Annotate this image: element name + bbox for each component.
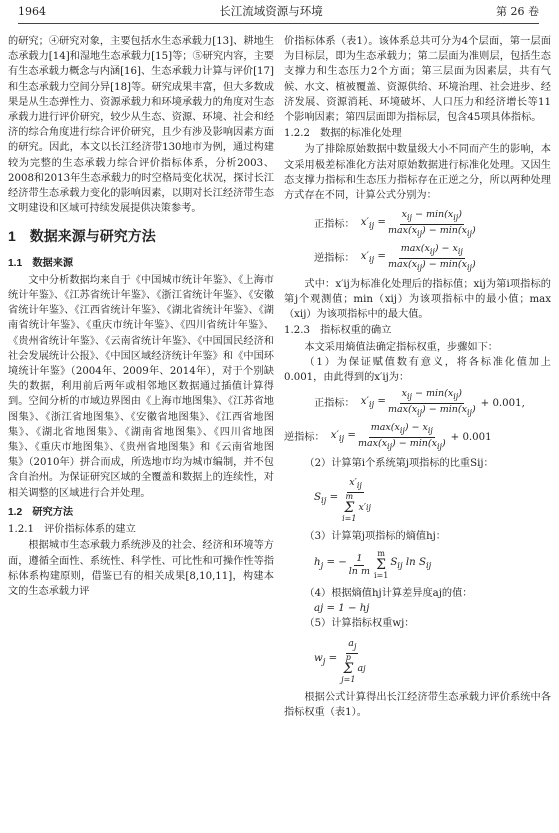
positive-index-equation: 正指标： $x'_{ij}$ = $\frac{x_{ij} - \min(x_{ij})}{\max(x_{ij}) - \min(x_{ij})}$ [314, 209, 476, 239]
step-1: （1）为保证赋值数有意义，将各标准化值加上0.001，由此得到的x′ij为： [284, 356, 551, 384]
step-3: （3）计算第j项指标的熵值hj： [304, 530, 446, 542]
subsubsection-standardization: 1.2.2 数据的标准化处理 [284, 128, 402, 140]
positive-label: 正指标： [314, 219, 355, 231]
index-system-paragraph: 价指标体系（表1）。该体系总共可分为4个层面，第一层面为目标层，即为生态承载力；第二层面为准则层，包括生态支撑力和生态压力2个方面；第三层面为因素层，共有气候、水文、植被覆盖、资源供给、环境治理、社会进步、经济发展、资源消耗、环境破坏、人口压力和经济增长等11个影响因素；第四层面即为指标层，包含45项具体指标。 [284, 36, 551, 124]
right-column [284, 34, 551, 720]
volume-label: 第 26 卷 [496, 5, 539, 18]
subsubsection-index-system: 1.2.1 评价指标体系的建立 [8, 524, 136, 536]
negative-index-equation: 逆指标： $x'_{ij}$ = $\frac{\max(x_{ij}) - x_{ij}}{\max(x_{ij}) - \min(x_{ij})}$ [314, 243, 476, 272]
subsection-method: 1.2 研究方法 [8, 506, 74, 518]
step-2: （2）计算第i个系统第j项指标的比重Sij： [304, 457, 494, 469]
negative-label: 逆指标： [314, 252, 355, 264]
journal-title: 长江流域资源与环境 [219, 6, 323, 18]
weight-equation: $w_j$ = $a_j$ p Σ j=1 a j [314, 637, 366, 684]
plus-constant-2: + 0.001 [450, 431, 492, 443]
negative-label-2: 逆指标： [284, 431, 325, 443]
shifted-positive-equation: 正指标： $x'_{ij}$ = $\frac{x_{ij} - \min(x_{ij})}{\max(x_{ij}) - \min(x_{ij})}$ + 0.001, [314, 388, 525, 417]
data-source-paragraph: 文中分析数据均来自于《中国城市统计年鉴》、《上海市统计年鉴》、《江苏省统计年鉴》、《浙江省统计年鉴》、《安徽省统计年鉴》、《江西省统计年鉴》、《湖北省统计年鉴》、《湖南省统计年鉴》、《重庆市统计年鉴》、《四川省统计年鉴》、《贵州省统计年鉴》、《云南省统计年鉴》、《中国国民经济和社会发展统计公报》、《中国区域经济统计年鉴》和《中国环境统计年鉴》（2004年、2009年、2014年），对于个别缺失的数据，利用前后两年或相邻地区数据通过插值计算得到。空间分析的市域边界图由《上海市地图集》、《江苏省地图集》、《浙江省地图集》、《安徽省地图集》、《江西省地图集》、《湖北省地图集》、《湖南省地图集》、《四川省地图集》、《重庆市地图集》、《贵州省地图集》和《云南省地图集》（2010年）拼合而成，所选地市均为城市编制，并不包含自治州。为保证研究区域的全覆盖和数据上的连续性，对相关调整的区域进行合并处理。 [8, 274, 274, 499]
method-paragraph: 根据城市生态承载力系统涉及的社会、经济和环境等方面，遵循全面性、系统性、科学性、可比性和可操作性等指标体系构建原则，借鉴已有的相关成果[8,10,11]，构建本文的生态承载力评 [8, 540, 274, 597]
proportion-equation: $S_{ij}$ = $x'_{ij}$ m Σ i=1 x′ ij [314, 476, 371, 523]
section-heading: 1 数据来源与研究方法 [8, 228, 156, 245]
page-header [18, 0, 539, 22]
variable-explanation: 式中：x′ij为标准化处理后的指标值；xij为第i项指标的第j个观测值；min（xij）为该项指标中的最小值；max（xij）为该项指标中的最大值。 [284, 278, 551, 321]
subsection-data-source: 1.1 数据来源 [8, 257, 74, 269]
standardization-paragraph: 为了排除原始数据中数量级大小不同而产生的影响，本文采用极差标准化方法对原始数据进行标准化处理。又因生态支撑力指标和生态压力指标存在正逆之分，所以两种处理方式存在不同，计算公式分别为： [284, 144, 551, 202]
header-rule [18, 23, 539, 24]
subsubsection-weight: 1.2.3 指标权重的确立 [284, 325, 392, 337]
final-paragraph: 根据公式计算得出长江经济带生态承载力评价系统中各指标权重（表1）。 [284, 691, 551, 718]
step-5: （5）计算指标权重wj： [304, 618, 415, 630]
left-column [8, 34, 274, 599]
intro-paragraph: 的研究；④研究对象，主要包括水生态承载力[13]、耕地生态承载力[14]和湿地生态承载力[15]等；⑤研究内容，主要有生态承载力概念与内涵[16]、生态承载力计算与评价[17]和生态承载力空间分异[18]等。研究成果丰富，但大多数成果是从生态弹性力、资源承载力和环境承载力的角度对生态承载力进行评价研究，较少从生态、资源、环境、社会和经济的综合角度进行综合评价研究，且少有涉及影响因素方面的研究。因此，本文以长江经济带130地市为例，通过构建较为完整的生态承载力综合评价指标体系，分析2003、2008和2013年生态承载力的时空格局变化状况，探讨长江经济带生态承载力变化的影响因素，以期对长江经济带生态文明建设和区域可持续发展提供决策参考。 [8, 36, 274, 215]
step-4: （4）根据熵值hj计算差异度aj的值： [304, 588, 473, 600]
positive-label-2: 正指标： [314, 398, 355, 409]
page-number: 1964 [18, 4, 46, 18]
entropy-intro: 本文采用熵值法确定指标权重，步骤如下： [304, 341, 498, 353]
shifted-negative-equation: 逆指标： $x'_{ij}$ = $\frac{\max(x_{ij}) - x_{ij}}{\max(x_{ij}) - \min(x_{ij})}$ + 0.001 [284, 422, 492, 451]
plus-constant: + 0.001, [480, 398, 525, 409]
entropy-equation: $h_j$ = − $\frac{1}{\text{ln m}}$ m Σ i=1 $S_{ij}$ $\ln S_{ij}$ [314, 549, 432, 581]
difference-equation: aj = 1 − hj [314, 603, 370, 615]
